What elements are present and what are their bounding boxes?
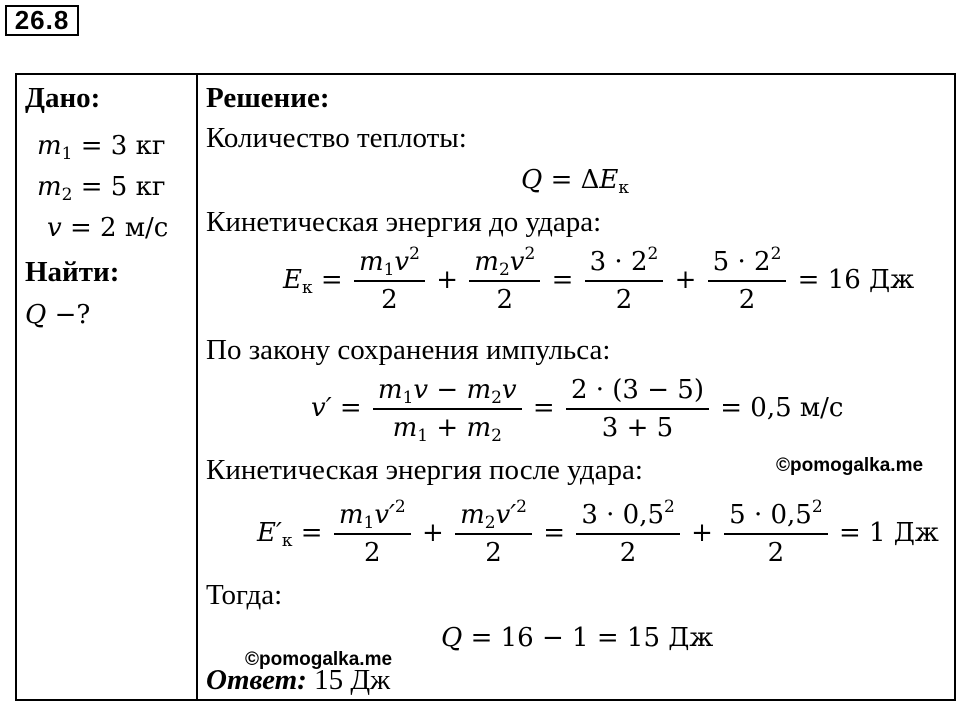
equation-ke-before: $E_к$ = $\frac{m_1v^2}{2}$ + $\frac{m_2v^2}{2}$ = $\frac{3 \cdot 2^2}{2}$ + $\frac{5 \cdot 2^2}{2}$ = 16 Дж	[283, 244, 915, 315]
solution-line-then: Тогда:	[206, 579, 283, 611]
equation-ke-after: $E'_к$ = $\frac{m_1v'^2}{2}$ + $\frac{m_2v'^2}{2}$ = $\frac{3 \cdot 0,5^2}{2}$ + $\frac{5 \cdot 0,5^2}{2}$ = 1 Дж	[257, 497, 939, 568]
given-m1: $m_1 = 3$ кг	[37, 131, 166, 164]
equation-velocity: v′ = $\frac{m_1v - m_2v}{m_1 + m_2}$ = $\frac{2 \cdot (3 - 5)}{3 + 5}$ = 0,5 м/с	[311, 375, 844, 446]
solution-header: Решение:	[206, 82, 330, 114]
solution-table	[15, 73, 956, 701]
column-divider	[196, 75, 198, 699]
solution-line-momentum: По закону сохранения импульса:	[206, 334, 611, 366]
equation-heat: $Q = \Delta E_к$	[521, 165, 630, 198]
solution-line-ke-before: Кинетическая энергия до удара:	[206, 206, 602, 238]
solution-line-ke-after: Кинетическая энергия после удара:	[206, 454, 643, 486]
solution-line-heat: Количество теплоты:	[206, 122, 467, 154]
problem-number: 26.8	[5, 5, 79, 36]
watermark-right: ©pomogalka.me	[776, 455, 924, 476]
given-v: v = 2 м/с	[47, 213, 169, 243]
equation-final: Q = 16 − 1 = 15 Дж	[441, 623, 714, 653]
given-m2: $m_2 = 5$ кг	[37, 172, 166, 205]
find-item: Q −?	[25, 300, 91, 330]
given-header: Дано:	[25, 82, 101, 114]
watermark-bottom: ©pomogalka.me	[245, 649, 393, 670]
answer: Ответ: 15 Дж	[206, 664, 391, 696]
find-header: Найти:	[25, 256, 120, 288]
